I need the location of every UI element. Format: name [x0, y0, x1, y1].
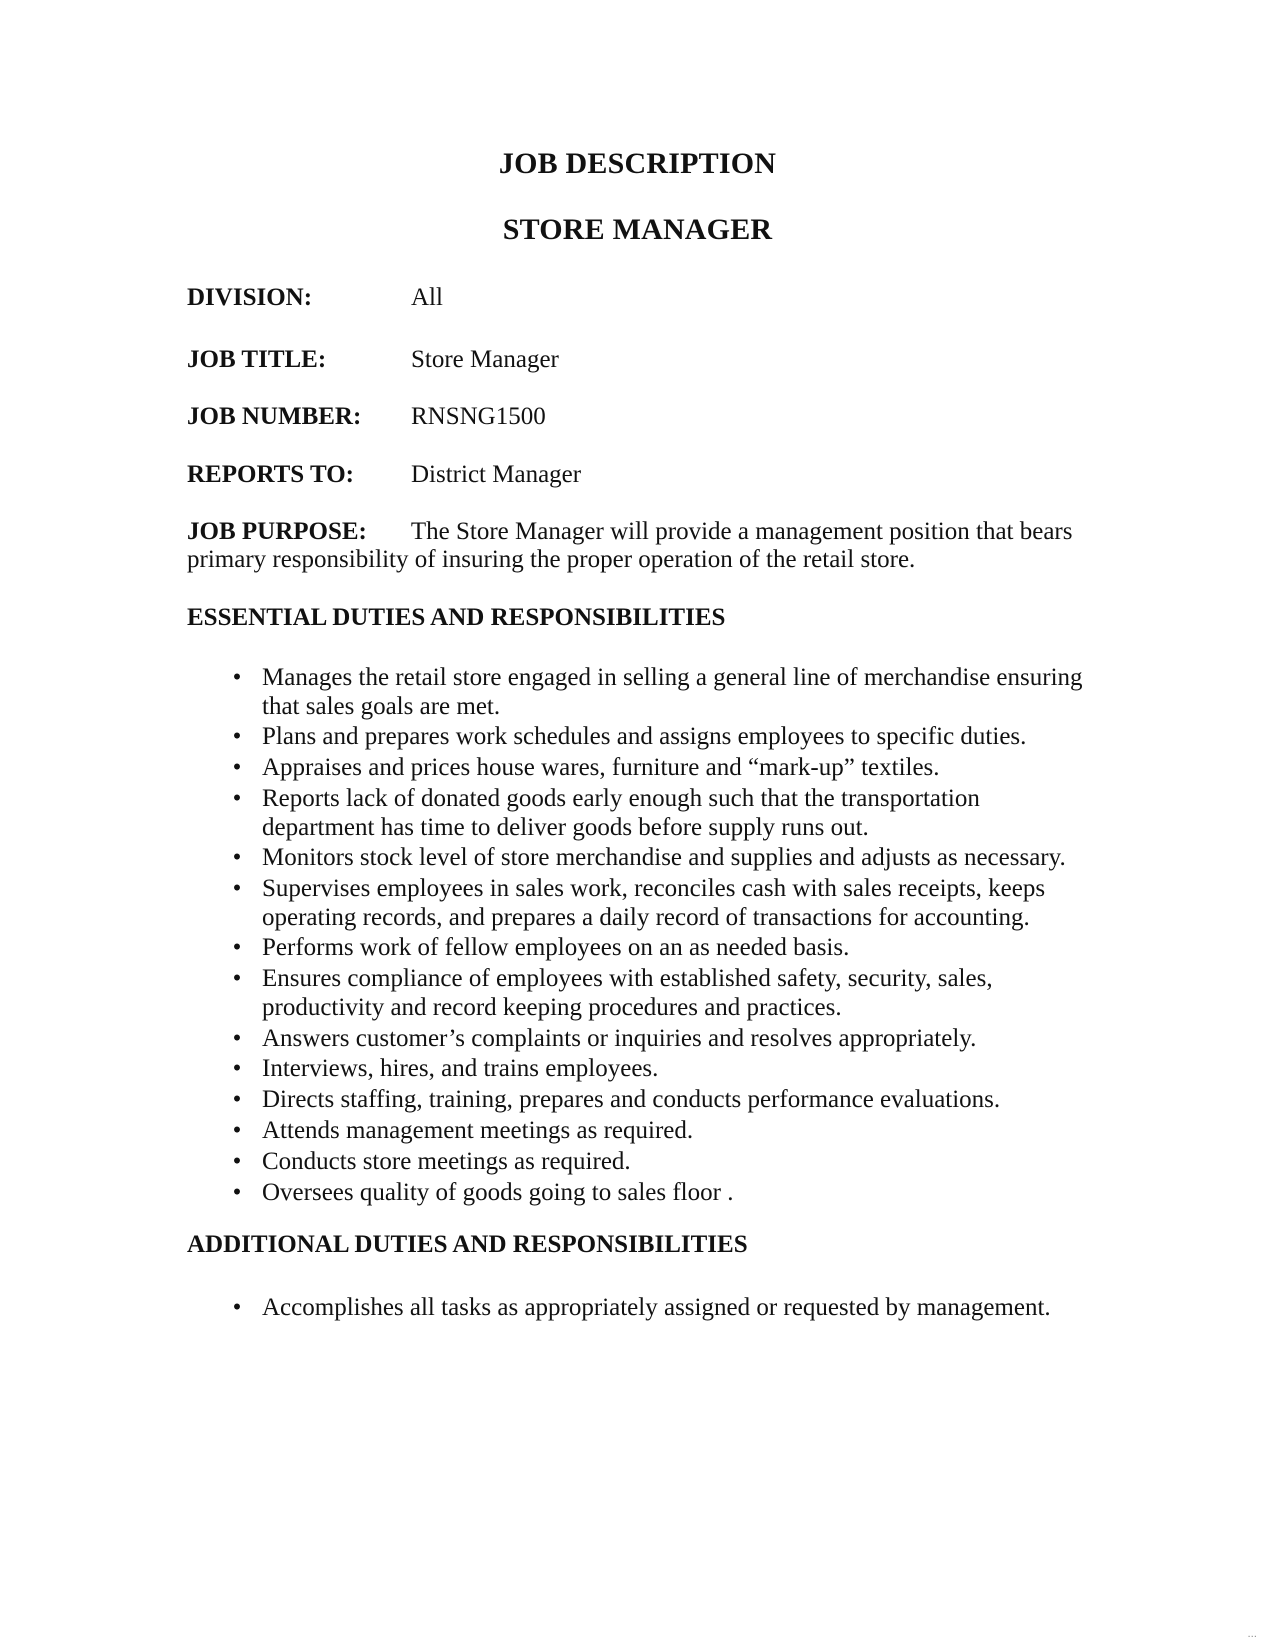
reports-to-value: District Manager: [411, 461, 582, 488]
essential-duty-item: [187, 664, 1087, 721]
essential-duty-item: [187, 754, 1087, 783]
bullet-icon: •: [232, 1055, 242, 1083]
bullet-icon: •: [232, 965, 242, 993]
document-subtitle: STORE MANAGER: [502, 213, 773, 246]
essential-duty-item: [187, 965, 1087, 1022]
essential-duty-item-text: Interviews, hires, and trains employees.: [262, 1055, 659, 1083]
essential-duty-item-text: Plans and prepares work schedules and assigns employees to specific duties.: [262, 723, 1027, 751]
bullet-icon: •: [232, 723, 242, 751]
essential-duty-item-text: Manages the retail store engaged in selling a general line of merchandise ensuring that sales goals are met.: [262, 664, 1083, 720]
bullet-icon: •: [232, 1294, 242, 1321]
bullet-icon: •: [232, 754, 242, 782]
bullet-icon: •: [232, 875, 242, 903]
essential-duty-item-text: Ensures compliance of employees with established safety, security, sales, productivity and record keeping procedures and practices.: [262, 965, 993, 1021]
essential-duty-item-text: Attends management meetings as required.: [262, 1116, 694, 1144]
reports-to-label: REPORTS TO:: [187, 461, 354, 488]
essential-duty-item-text: Oversees quality of goods going to sales floor .: [262, 1178, 734, 1206]
essential-duty-item-text: Conducts store meetings as required.: [262, 1147, 631, 1175]
bullet-icon: •: [232, 1086, 242, 1114]
bullet-icon: •: [232, 1116, 242, 1144]
essential-duty-item-text: Monitors stock level of store merchandise and supplies and adjusts as necessary.: [262, 844, 1066, 872]
essential-duty-item: [187, 1025, 1087, 1054]
job-number-value: RNSNG1500: [411, 403, 546, 430]
essential-duty-item-text: Answers customer’s complaints or inquiries and resolves appropriately.: [262, 1024, 977, 1052]
additional-duty-item: [187, 1294, 1087, 1323]
essential-duty-item-text: Performs work of fellow employees on an as needed basis.: [262, 934, 850, 962]
document-title: JOB DESCRIPTION: [498, 147, 777, 180]
essential-duties-list: [187, 664, 1087, 1209]
job-number-field: [187, 402, 546, 432]
job-number-label: JOB NUMBER:: [187, 403, 362, 430]
reports-to-field: [187, 460, 581, 490]
essential-duty-item: [187, 934, 1087, 963]
essential-duty-item-text: Supervises employees in sales work, reconciles cash with sales receipts, keeps operating records, and prepares a daily record of transactions for accounting.: [262, 875, 1046, 931]
division-field: [187, 283, 443, 313]
division-value: All: [411, 284, 443, 311]
job-title-value: Store Manager: [411, 346, 559, 373]
job-purpose-label: JOB PURPOSE:: [187, 518, 367, 545]
additional-duty-item-text: Accomplishes all tasks as appropriately assigned or requested by management.: [262, 1294, 1051, 1321]
bullet-icon: •: [232, 784, 242, 812]
bullet-icon: •: [232, 844, 242, 872]
bullet-icon: •: [232, 1024, 242, 1052]
essential-duty-item: [187, 1179, 1087, 1208]
bullet-icon: •: [232, 664, 242, 691]
essential-duty-item: [187, 785, 1087, 842]
job-title-field: [187, 345, 559, 375]
additional-duties-heading: ADDITIONAL DUTIES AND RESPONSIBILITIES: [187, 1231, 748, 1258]
division-label: DIVISION:: [187, 284, 313, 311]
essential-duty-item: [187, 875, 1087, 932]
essential-duty-item: [187, 1117, 1087, 1146]
bullet-icon: •: [232, 1147, 242, 1175]
additional-duties-list: [187, 1294, 1087, 1325]
essential-duty-item-text: Appraises and prices house wares, furniture and “mark-up” textiles.: [262, 754, 940, 782]
bullet-icon: •: [232, 1178, 242, 1206]
corner-mark: ...: [1247, 1629, 1257, 1640]
essential-duty-item: [187, 844, 1087, 873]
job-title-label: JOB TITLE:: [187, 346, 327, 373]
job-purpose-text: The Store Manager will provide a management position that bears primary responsibility of insuring the proper operation of the retail store.: [187, 518, 1073, 573]
essential-duty-item-text: Reports lack of donated goods early enough such that the transportation department has time to deliver goods before supply runs out.: [262, 784, 980, 841]
job-purpose: [187, 518, 1087, 574]
essential-duty-item: [187, 1055, 1087, 1084]
essential-duties-heading: ESSENTIAL DUTIES AND RESPONSIBILITIES: [187, 604, 726, 631]
essential-duty-item: [187, 723, 1087, 752]
essential-duty-item: [187, 1086, 1087, 1115]
bullet-icon: •: [232, 934, 242, 962]
essential-duty-item-text: Directs staffing, training, prepares and conducts performance evaluations.: [262, 1086, 1001, 1114]
essential-duty-item: [187, 1148, 1087, 1177]
